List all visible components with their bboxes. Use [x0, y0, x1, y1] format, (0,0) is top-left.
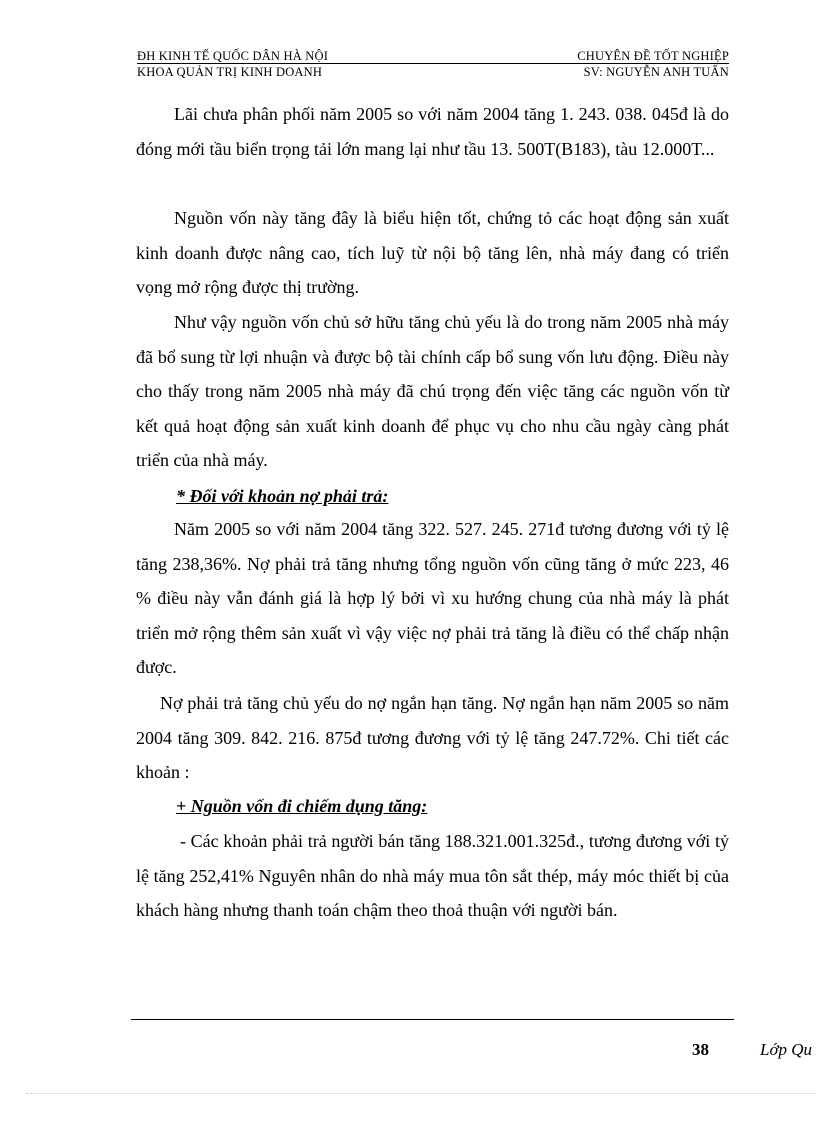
- paragraph-capital-growth: Nguồn vốn này tăng đây là biểu hiện tốt, chứng tỏ các hoạt động sản xuất kinh doanh được nâng cao, tích luỹ từ nội bộ tăng lên, nhà máy đang có triển vọng mở rộng được thị trường.: [136, 208, 729, 297]
- student-name: SV: NGUYỄN ANH TUẤN: [583, 65, 729, 79]
- faculty-name: KHOA QUẢN TRỊ KINH DOANH: [137, 65, 323, 79]
- heading-appropriated-capital: + Nguồn vốn đi chiếm dụng tăng:: [176, 796, 428, 816]
- header-rule: [137, 63, 729, 64]
- university-name: ĐH KINH TẾ QUỐC DÂN HÀ NỘI: [137, 49, 329, 63]
- heading-liabilities: * Đối với khoản nợ phải trả:: [176, 486, 389, 506]
- page-bottom-dotted-line: [26, 1093, 816, 1094]
- footer-rule: [131, 1019, 734, 1020]
- paragraph-payables-to-sellers: - Các khoản phải trả người bán tăng 188.321.001.325đ., tương đương với tỷ lệ tăng 252,41% Nguyên nhân do nhà máy mua tôn sắt thép, máy móc thiết bị của khách hàng nhưng thanh toán chậm theo thoả thuận với người bán.: [136, 831, 729, 920]
- paragraph-owner-equity: Như vậy nguồn vốn chủ sở hữu tăng chủ yếu là do trong năm 2005 nhà máy đã bổ sung từ lợi nhuận và được bộ tài chính cấp bổ sung vốn lưu động. Điều này cho thấy trong năm 2005 nhà máy đã chú trọng đến việc tăng các nguồn vốn từ kết quả hoạt động sản xuất kinh doanh để phục vụ cho nhu cầu ngày càng phát triển của nhà máy.: [136, 312, 729, 470]
- paragraph-liabilities-increase: Năm 2005 so với năm 2004 tăng 322. 527. 245. 271đ tương đương với tỷ lệ tăng 238,36%. Nợ phải trả tăng nhưng tổng nguồn vốn cũng tăng ở mức 223, 46 % điều này vẫn đánh giá là hợp lý bởi vì xu hướng chung của nhà máy là phát triển mở rộng thêm sản xuất vì vậy việc nợ phải trả tăng là điều có thể chấp nhận được.: [136, 519, 729, 677]
- paragraph-undistributed-profit: Lãi chưa phân phối năm 2005 so với năm 2004 tăng 1. 243. 038. 045đ là do đóng mới tầu biển trọng tải lớn mang lại như tầu 13. 500T(B183), tàu 12.000T...: [136, 104, 729, 159]
- paragraph-short-term-debt: Nợ phải trả tăng chủ yếu do nợ ngắn hạn tăng. Nợ ngắn hạn năm 2005 so năm 2004 tăng 309. 842. 216. 875đ tương đương với tỷ lệ tăng 247.72%. Chi tiết các khoản :: [136, 693, 729, 782]
- page-number: 38: [692, 1040, 709, 1059]
- document-type: CHUYÊN ĐỀ TỐT NGHIỆP: [577, 49, 729, 63]
- class-label: Lớp Qu: [760, 1040, 813, 1059]
